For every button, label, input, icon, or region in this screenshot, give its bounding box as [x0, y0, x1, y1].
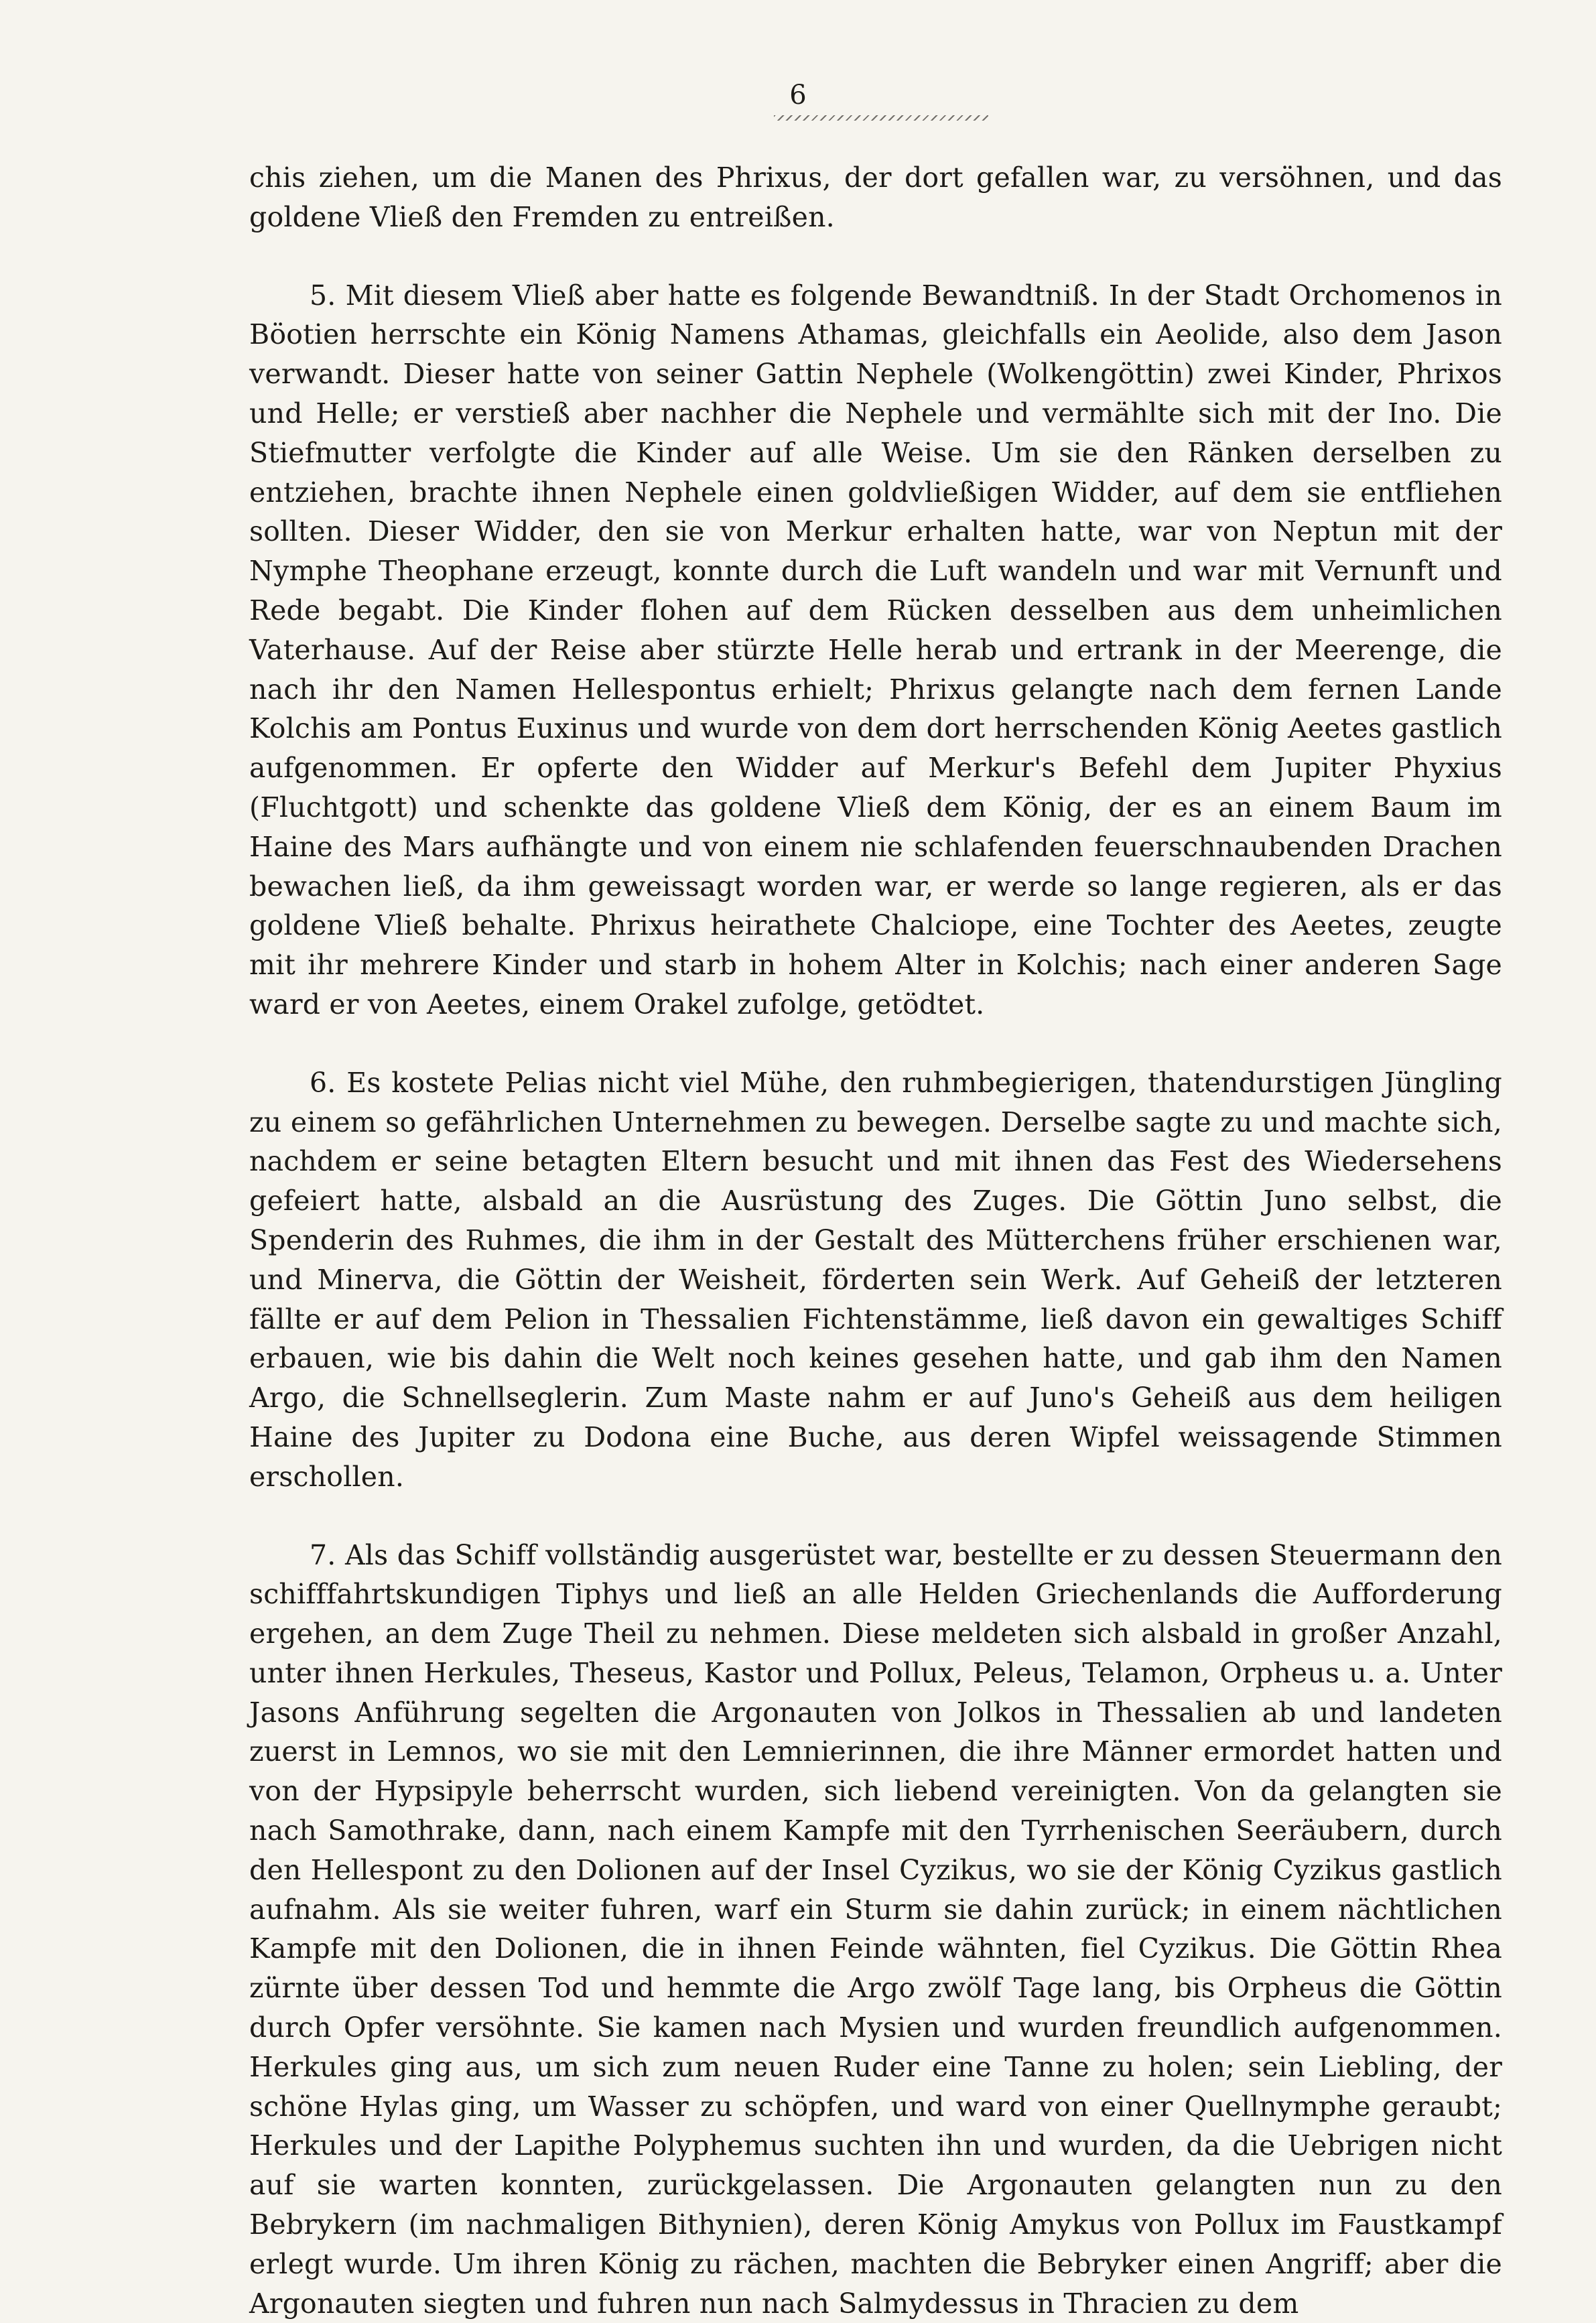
body-text	[249, 158, 1502, 2323]
paragraph-text: Als das Schiff vollständig ausgerüstet war, bestellte er zu dessen Steuermann den schifffahrtskundigen Tiphys und ließ an alle Helden Griechenlands die Aufforderung ergehen, an dem Zuge Theil zu nehmen. Diese meldeten sich alsbald in großer Anzahl, unter ihnen Herkules, Theseus, Kastor und Pollux, Peleus, Telamon, Orpheus u. a. Unter Jasons Anführung segelten die Argonauten von Jolkos in Thessalien ab und landeten zuerst in Lemnos, wo sie mit den Lemnierinnen, die ihre Männer ermordet hatten und von der Hypsipyle beherrscht wurden, sich liebend vereinigten. Von da gelangten sie nach Samothrake, dann, nach einem Kampfe mit den Tyrrhenischen Seeräubern, durch den Hellespont zu den Dolionen auf der Insel Cyzikus, wo sie der König Cyzikus gastlich aufnahm. Als sie weiter fuhren, warf ein Sturm sie dahin zurück; in einem nächtlichen Kampfe mit den Dolionen, die in ihnen Feinde wähnten, fiel Cyzikus. Die Göttin Rhea zürnte über dessen Tod und hemmte die Argo zwölf Tage lang, bis Orpheus die Göttin durch Opfer versöhnte. Sie kamen nach Mysien und wurden freundlich aufgenommen. Herkules ging aus, um sich zum neuen Ruder eine Tanne zu holen; sein Liebling, der schöne Hylas ging, um Wasser zu schöpfen, und ward von einer Quellnymphe geraubt; Herkules und der Lapithe Polyphemus suchten ihn und wurden, da die Uebrigen nicht auf sie warten konnten, zurückgelassen. Die Argonauten gelangten nun zu den Bebrykern (im nachmaligen Bithynien), deren König Amykus von Pollux im Faustkampf erlegt wurde. Um ihren König zu rächen, machten die Bebryker einen Angriff; aber die Argonauten siegten und fuhren nun nach Salmydessus in Thracien zu dem	[249, 1539, 1502, 2320]
paragraph-number: 7.	[310, 1539, 336, 1571]
header-ornament-rule	[774, 115, 988, 121]
paragraph-7	[249, 1536, 1502, 2323]
paragraph-text: Mit diesem Vließ aber hatte es folgende Bewandtniß. In der Stadt Orchomenos in Böotien herrschte ein König Namens Athamas, gleichfalls ein Aeolide, also dem Jason verwandt. Dieser hatte von seiner Gattin Nephele (Wolkengöttin) zwei Kinder, Phrixos und Helle; er verstieß aber nachher die Nephele und vermählte sich mit der Ino. Die Stiefmutter verfolgte die Kinder auf alle Weise. Um sie den Ränken derselben zu entziehen, brachte ihnen Nephele einen goldvließigen Widder, auf dem sie entfliehen sollten. Dieser Widder, den sie von Merkur erhalten hatte, war von Neptun mit der Nymphe Theophane erzeugt, konnte durch die Luft wandeln und war mit Vernunft und Rede begabt. Die Kinder flohen auf dem Rücken desselben aus dem unheimlichen Vaterhause. Auf der Reise aber stürzte Helle herab und ertrank in der Meerenge, die nach ihr den Namen Hellespontus erhielt; Phrixus gelangte nach dem fernen Lande Kolchis am Pontus Euxinus und wurde von dem dort herrschenden König Aeetes gastlich aufgenommen. Er opferte den Widder auf Merkur's Befehl dem Jupiter Phyxius (Fluchtgott) und schenkte das goldene Vließ dem König, der es an einem Baum im Haine des Mars aufhängte und von einem nie schlafenden feuerschnaubenden Drachen bewachen ließ, da ihm geweissagt worden war, er werde so lange regieren, als er das goldene Vließ behalte. Phrixus heirathete Chalciope, eine Tochter des Aeetes, zeugte mit ihr mehrere Kinder und starb in hohem Alter in Kolchis; nach einer anderen Sage ward er von Aeetes, einem Orakel zufolge, getödtet.	[249, 279, 1502, 1020]
page-number: 6	[0, 79, 1596, 111]
continuation-paragraph: chis ziehen, um die Manen des Phrixus, der dort gefallen war, zu versöhnen, und das goldene Vließ den Fremden zu entreißen.	[249, 158, 1502, 237]
paragraph-5	[249, 276, 1502, 1024]
paragraph-number: 5.	[310, 279, 336, 312]
paragraph-number: 6.	[310, 1067, 336, 1099]
paragraph-6	[249, 1063, 1502, 1497]
paragraph-text: Es kostete Pelias nicht viel Mühe, den ruhmbegierigen, thatendurstigen Jüngling zu einem so gefährlichen Unternehmen zu bewegen. Derselbe sagte zu und machte sich, nachdem er seine betagten Eltern besucht und mit ihnen das Fest des Wiedersehens gefeiert hatte, alsbald an die Ausrüstung des Zuges. Die Göttin Juno selbst, die Spenderin des Ruhmes, die ihm in der Gestalt des Mütterchens früher erschienen war, und Minerva, die Göttin der Weisheit, förderten sein Werk. Auf Geheiß der letzteren fällte er auf dem Pelion in Thessalien Fichtenstämme, ließ davon ein gewaltiges Schiff erbauen, wie bis dahin die Welt noch keines gesehen hatte, und gab ihm den Namen Argo, die Schnellseglerin. Zum Maste nahm er auf Juno's Geheiß aus dem heiligen Haine des Jupiter zu Dodona eine Buche, aus deren Wipfel weissagende Stimmen erschollen.	[249, 1067, 1502, 1493]
